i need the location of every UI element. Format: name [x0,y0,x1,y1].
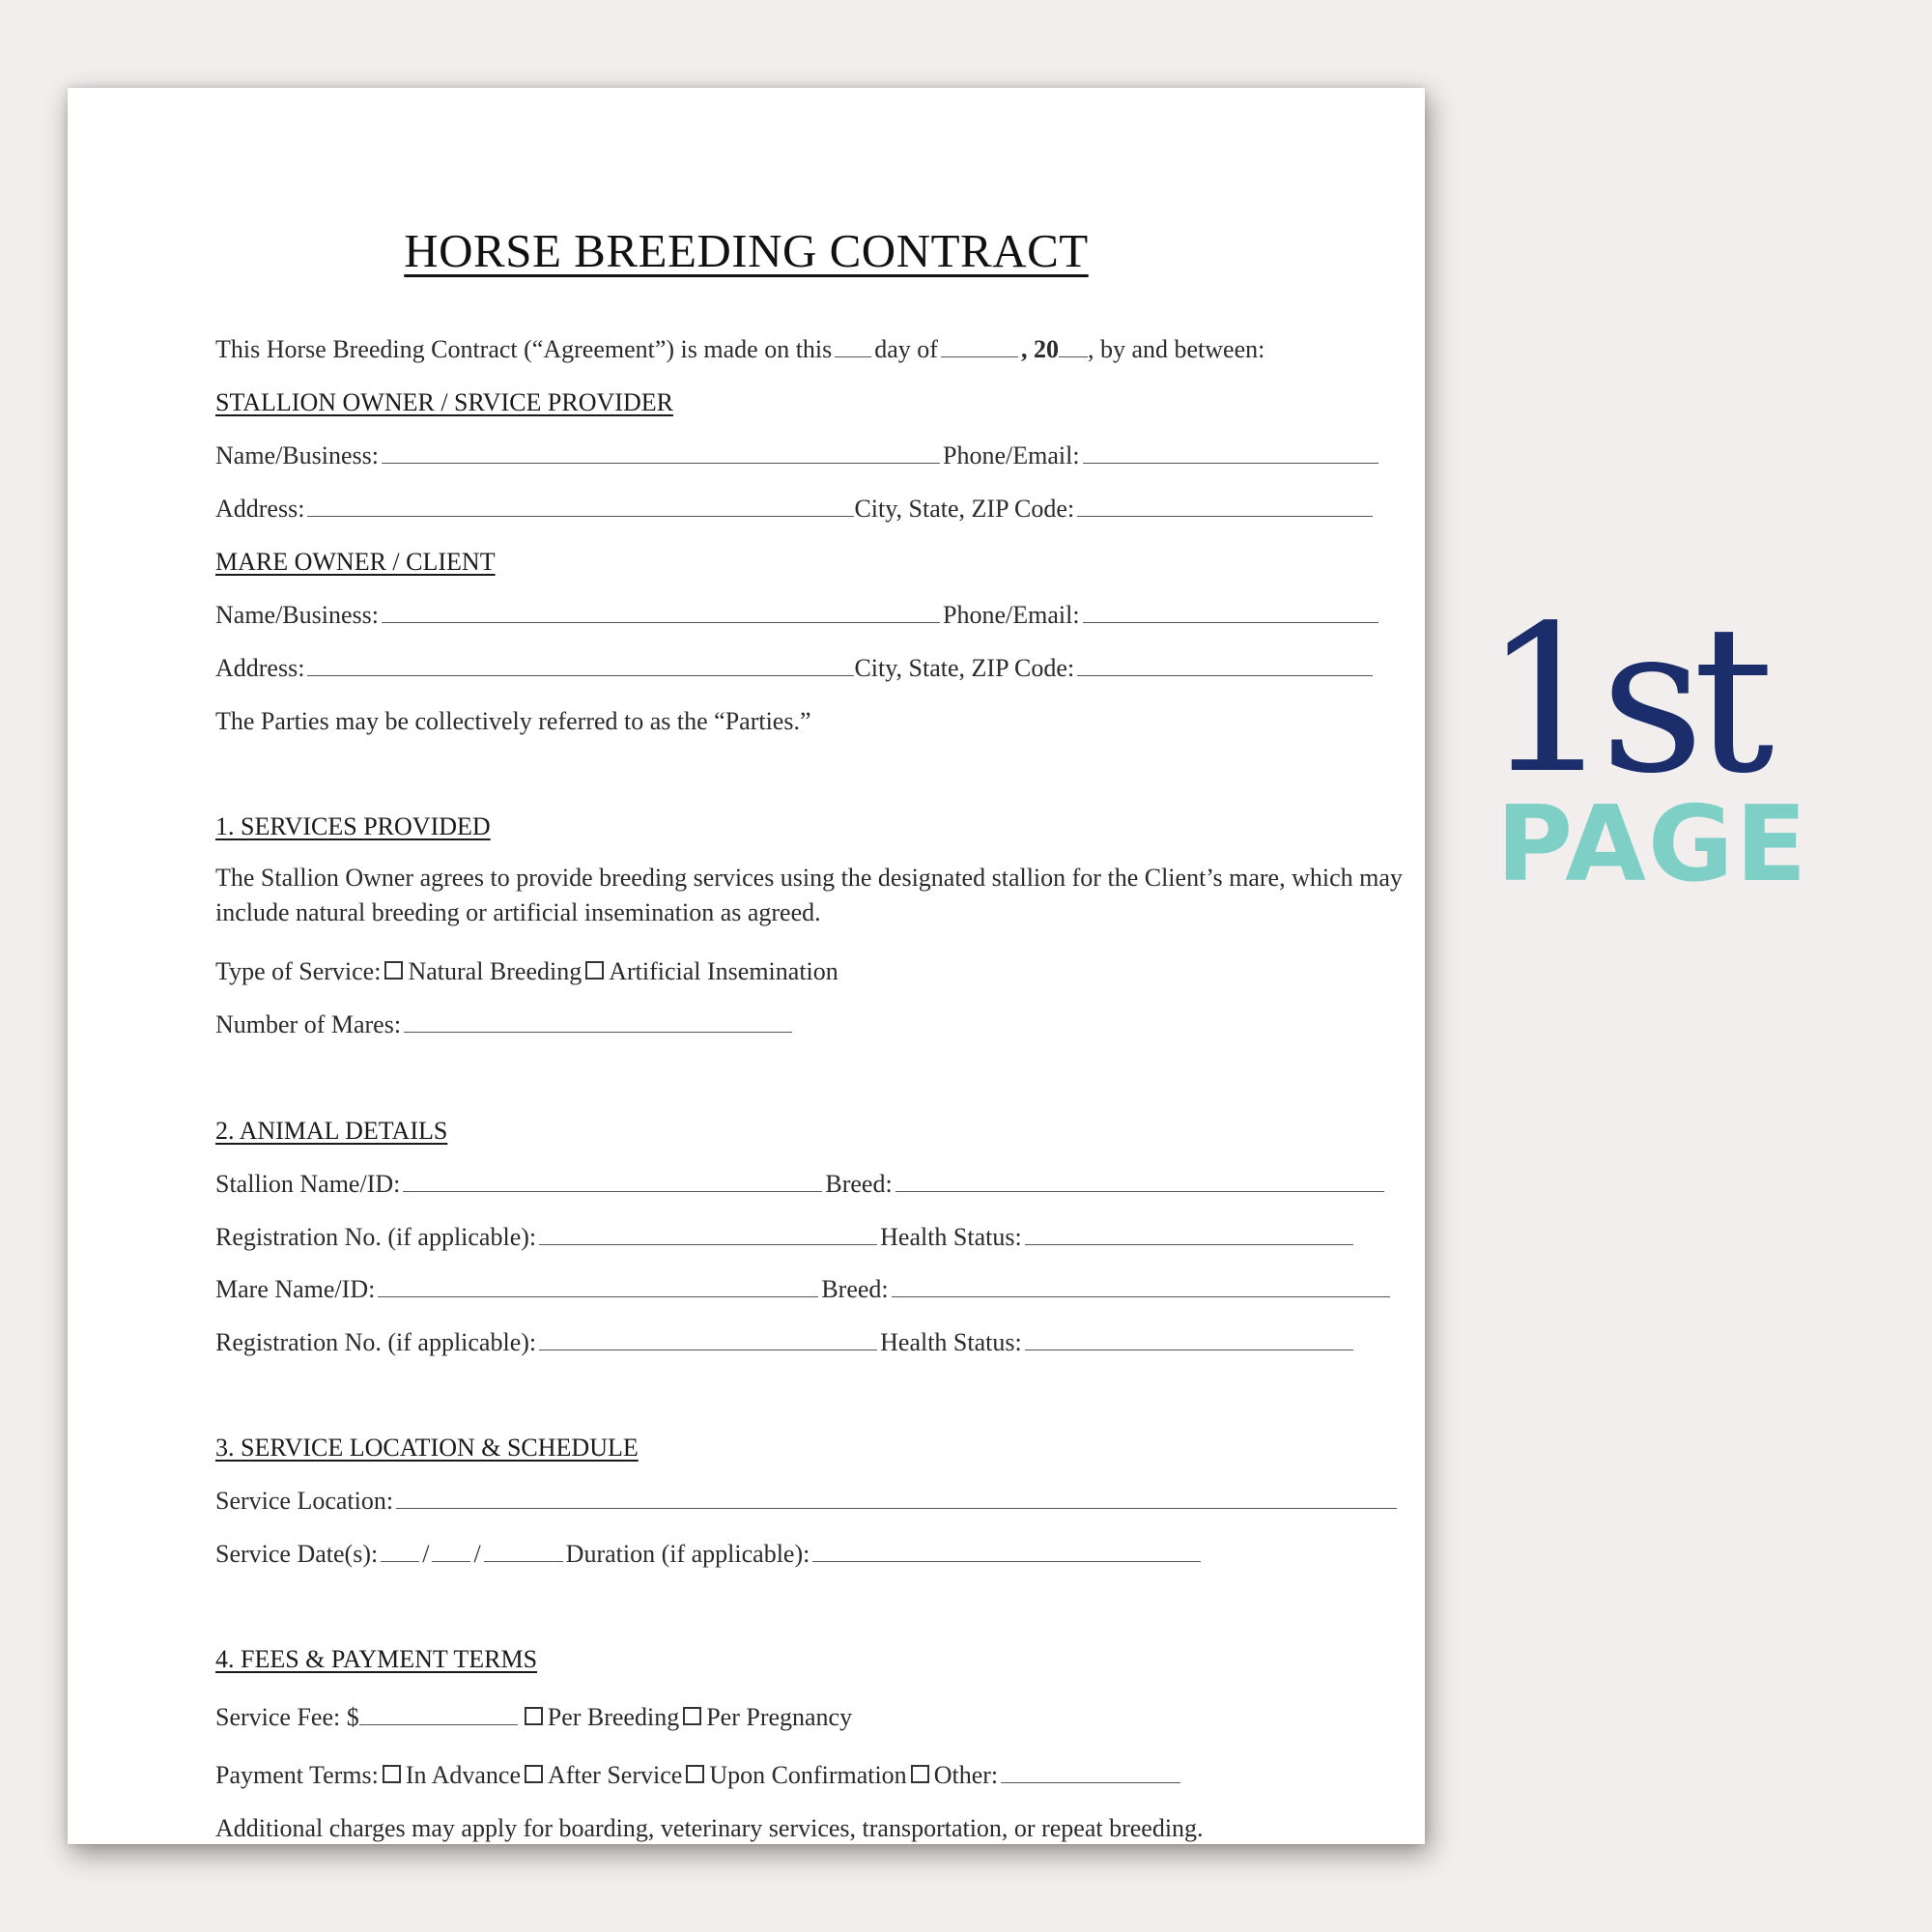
mare-owner-address-field[interactable] [307,654,854,676]
service-fee-row: Service Fee: $ Per Breeding Per Pregnancy [215,1703,853,1731]
service-location-row: Service Location: [215,1487,1400,1516]
stallion-owner-name-field[interactable] [382,441,940,464]
payment-terms-row: Payment Terms: In Advance After Service Upon Confirmation Other: [215,1761,1183,1790]
per-pregnancy-checkbox[interactable] [683,1707,701,1725]
natural-breeding-checkbox[interactable] [384,961,403,980]
number-of-mares-field[interactable] [404,1010,792,1033]
intro-line: This Horse Breeding Contract (“Agreement”) is made on this day of , 20 , by and between: [215,335,1265,363]
duration-field[interactable] [812,1540,1201,1562]
artificial-insemination-checkbox[interactable] [585,961,604,980]
upon-confirmation-checkbox[interactable] [686,1765,704,1783]
stallion-health-field[interactable] [1025,1223,1353,1245]
badge-number: 1st [1483,582,1763,818]
mare-id-row: Mare Name/ID: Breed: [215,1275,1393,1304]
stallion-breed-field[interactable] [895,1170,1384,1192]
number-of-mares-row: Number of Mares: [215,1010,795,1039]
section-3-heading: 3. SERVICE LOCATION & SCHEDULE [215,1434,639,1462]
stallion-owner-phone-field[interactable] [1083,441,1378,464]
mare-address-row: Address: City, State, ZIP Code: [215,654,1376,683]
per-breeding-checkbox[interactable] [525,1707,543,1725]
mare-name-row: Name/Business: Phone/Email: [215,601,1381,630]
mare-owner-name-field[interactable] [382,601,940,623]
stallion-name-field[interactable] [403,1170,822,1192]
service-type-row: Type of Service: Natural Breeding Artificial Insemination [215,957,838,985]
service-year-field[interactable] [484,1540,563,1562]
document-title: HORSE BREEDING CONTRACT [404,224,1089,277]
stallion-owner-address-field[interactable] [307,495,854,517]
month-blank[interactable] [941,335,1018,357]
service-month-field[interactable] [381,1540,419,1562]
stallion-owner-city-field[interactable] [1077,495,1373,517]
stallion-owner-heading: STALLION OWNER / SRVICE PROVIDER [215,388,673,416]
mare-registration-field[interactable] [539,1328,877,1350]
year-blank[interactable] [1059,335,1088,357]
mare-owner-phone-field[interactable] [1083,601,1378,623]
mare-name-field[interactable] [378,1275,818,1297]
mare-owner-heading: MARE OWNER / CLIENT [215,548,496,576]
mare-health-field[interactable] [1025,1328,1353,1350]
other-checkbox[interactable] [911,1765,929,1783]
section-4-heading: 4. FEES & PAYMENT TERMS [215,1645,538,1673]
service-dates-row: Service Date(s): / / Duration (if applicable): [215,1540,1204,1569]
service-day-field[interactable] [432,1540,470,1562]
stallion-name-row: Name/Business: Phone/Email: [215,441,1381,470]
in-advance-checkbox[interactable] [383,1765,401,1783]
stallion-registration-field[interactable] [539,1223,877,1245]
service-location-field[interactable] [396,1487,1397,1509]
parties-note: The Parties may be collectively referred to as the “Parties.” [215,707,811,735]
badge-word: PAGE [1496,784,1809,905]
stallion-registration-row: Registration No. (if applicable): Health Status: [215,1223,1356,1252]
after-service-checkbox[interactable] [525,1765,543,1783]
mare-owner-city-field[interactable] [1077,654,1373,676]
day-blank[interactable] [835,335,871,357]
stallion-id-row: Stallion Name/ID: Breed: [215,1170,1387,1199]
section-1-heading: 1. SERVICES PROVIDED [215,812,491,840]
service-fee-field[interactable] [359,1703,518,1725]
mare-breed-field[interactable] [892,1275,1390,1297]
first-page-badge [1483,582,1809,905]
other-terms-field[interactable] [1001,1761,1180,1783]
additional-charges-note: Additional charges may apply for boarding, veterinary services, transportation, or repeat breeding. [215,1814,1204,1842]
mare-registration-row: Registration No. (if applicable): Health Status: [215,1328,1356,1357]
contract-page [68,88,1425,1844]
section-1-body: The Stallion Owner agrees to provide breeding services using the designated stallion for the Client’s mare, which may include natural breeding or artificial insemination as agreed. [215,864,1403,926]
section-2-heading: 2. ANIMAL DETAILS [215,1117,448,1145]
stallion-address-row: Address: City, State, ZIP Code: [215,495,1376,524]
